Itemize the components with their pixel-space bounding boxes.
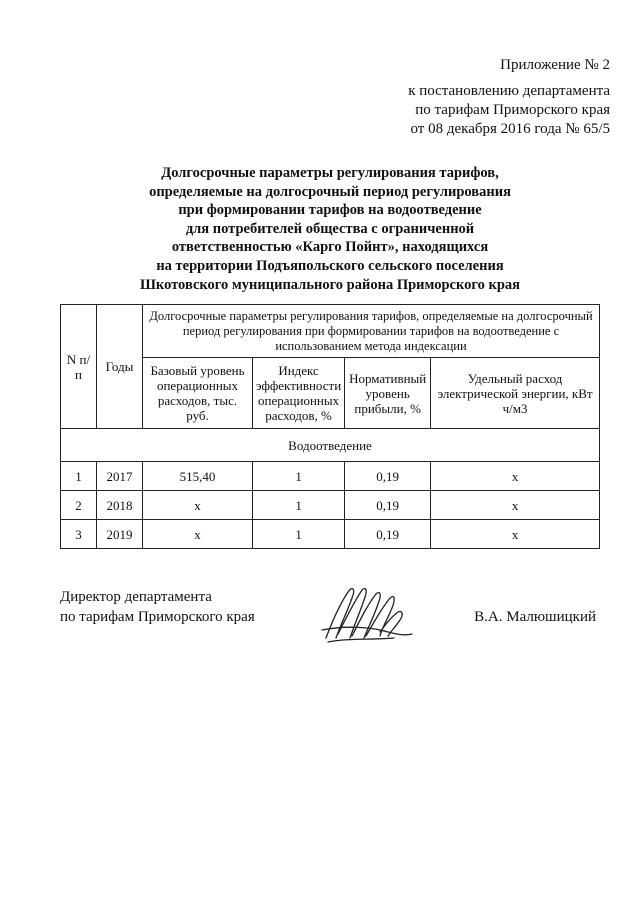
heading-line: при формировании тарифов на водоотведение	[178, 202, 482, 219]
table-row	[61, 491, 600, 520]
cell-year: 2018	[97, 491, 143, 520]
column-header-profit-level: Нормативный уровень прибыли, %	[345, 358, 431, 429]
cell-efficiency-index: 1	[253, 462, 345, 491]
cell-energy-consumption: x	[431, 520, 600, 549]
column-header-energy-consumption: Удельный расход электрической энергии, кВт ч/м3	[431, 358, 600, 429]
table-row	[61, 462, 600, 491]
table-row	[61, 520, 600, 549]
cell-year: 2019	[97, 520, 143, 549]
cell-number: 3	[61, 520, 97, 549]
heading-line: Шкотовского муниципального района Приморского края	[139, 276, 520, 293]
signatory-position	[60, 587, 255, 627]
signatory-position-line: по тарифам Приморского края	[60, 609, 255, 625]
column-header-base-level: Базовый уровень операционных расходов, тыс. руб.	[143, 358, 253, 429]
cell-base-level: x	[143, 491, 253, 520]
column-header-efficiency-index: Индекс эффективности операционных расходов, %	[253, 358, 345, 429]
cell-profit-level: 0,19	[345, 462, 431, 491]
cell-number: 1	[61, 462, 97, 491]
document-heading	[60, 164, 600, 294]
signatory-name: В.А. Малюшицкий	[474, 609, 596, 625]
appendix-block	[370, 56, 610, 139]
cell-efficiency-index: 1	[253, 491, 345, 520]
cell-base-level: 515,40	[143, 462, 253, 491]
heading-line: для потребителей общества с ограниченной	[185, 220, 475, 237]
appendix-line: по тарифам Приморского края	[415, 102, 610, 118]
handwritten-signature	[318, 582, 418, 646]
table-header-row	[61, 305, 600, 358]
cell-year: 2017	[97, 462, 143, 491]
cell-profit-level: 0,19	[345, 520, 431, 549]
appendix-line: от 08 декабря 2016 года № 65/5	[410, 121, 610, 137]
signatory-position-line: Директор департамента	[60, 589, 212, 605]
cell-energy-consumption: x	[431, 462, 600, 491]
appendix-title: Приложение № 2	[500, 57, 610, 73]
appendix-line: к постановлению департамента	[408, 83, 610, 99]
parameters-table	[60, 304, 600, 549]
column-header-number: N п/п	[61, 305, 97, 429]
cell-base-level: x	[143, 520, 253, 549]
heading-line: определяемые на долгосрочный период регулирования	[149, 183, 511, 200]
heading-line: Долгосрочные параметры регулирования тарифов,	[161, 165, 499, 181]
heading-line: на территории Подъяпольского сельского поселения	[156, 257, 504, 274]
group-header: Долгосрочные параметры регулирования тарифов, определяемые на долгосрочный период регулирования при формировании тарифов на водоотведение с использованием метода индексации	[143, 305, 600, 358]
column-header-year: Годы	[97, 305, 143, 429]
cell-efficiency-index: 1	[253, 520, 345, 549]
cell-number: 2	[61, 491, 97, 520]
table-section-row	[61, 429, 600, 462]
cell-energy-consumption: x	[431, 491, 600, 520]
heading-line: ответственностью «Карго Пойнт», находящихся	[171, 239, 489, 256]
cell-profit-level: 0,19	[345, 491, 431, 520]
section-label: Водоотведение	[61, 429, 600, 462]
